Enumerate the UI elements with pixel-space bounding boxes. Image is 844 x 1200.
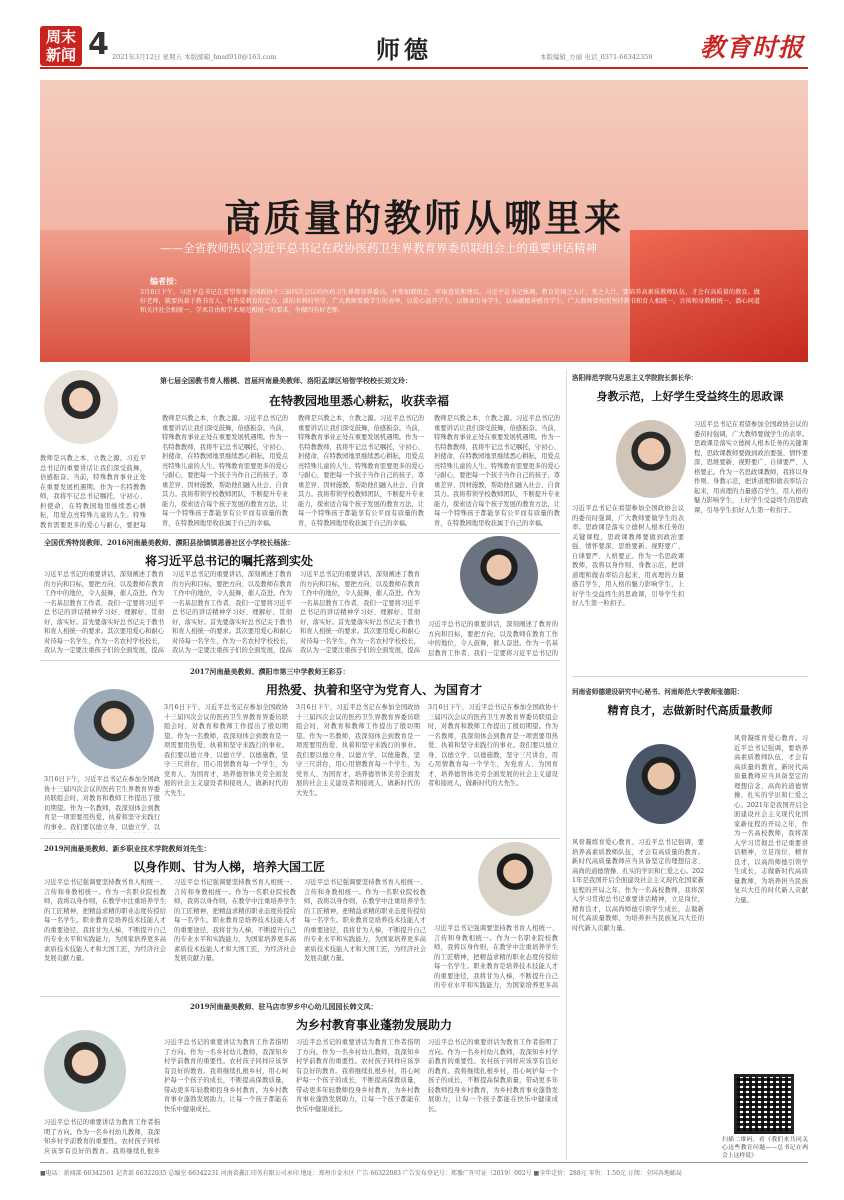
article-body: 习近平总书记强调要坚持教书育人相统一、言传和身教相统一。作为一名职业院校教师，我将以身作则，在教学中注重培养学生的工匠精神，把精益求精的职业态度传授给每一名学生。职业教育是培养技术技能人才的重要途径，我将甘为人梯，不断提升自己的专业水平和实践能力，为国家培养更多高素质技术技能人才和大国工匠，为经济社会发展贡献力量。 <box>44 879 166 962</box>
article-title: 将习近平总书记的嘱托落到实处 <box>144 554 313 568</box>
author-photo <box>460 536 538 614</box>
article-body: 教师是兴教之本、立教之源。习近平总书记的重要讲话让我们深受鼓舞，倍感振奋。当前，特殊教育事业正处在重要发展机遇期。作为一名特教教师，我将牢记总书记嘱托，守初心、担使命，在特教园地里继续悉心耕耘，用爱点亮特殊儿童的人生。特殊教育需要更多的爱心与耐心，要把每一个孩子当作自己的孩子，尊重差异、因材施教，帮助他们融入社会、自食其力。我将带领学校教师团队，不断提升专业能力，探索适合每个孩子发展的教育方法，让每一个特殊孩子都能享有公平而有质量的教育，在特教园地里收获属于自己的幸福。 <box>298 415 424 527</box>
article-intro: 2019河南最美教师、新乡职业技术学院教师刘先生： <box>44 844 211 853</box>
masthead <box>0 0 844 70</box>
article-body: 习近平总书记的重要讲话为教育工作者指明了方向。作为一名乡村幼儿教师，我深知乡村学前教育的重要性。农村孩子同样应该享有良好的教育。我将继续扎根乡村，用心呵护每一个孩子的成长，不断提高保教质量，带动更多年轻教师投身乡村教育，为乡村教育事业蓬勃发展助力，让每一个孩子都能在快乐中健康成长。 <box>296 1039 420 1113</box>
editor-note: 3月6日下午，习近平总书记在看望参加全国政协十三届四次会议的医药卫生界教育界委员，并参加联组会，听取意见和建议。习近平总书记强调，教育是国之大计、党之大计。要培养高素质教师队伍，才会有高质量的教育。做好老师，就要执着于教书育人，有热爱教育的定力、淡泊名利的坚守。广大教师要做学生的表率，以爱心滋养学生，以敬业引导学生，以奉献精神感召学生。广大教师要按照坚持教书和育人相统一、言传和身教相统一、潜心问道和关注社会相统一、学术自由和学术规范相统一的要求，争做四有好老师。 <box>140 289 760 314</box>
divider <box>40 996 560 997</box>
banner-headline: 高质量的教师从哪里来 <box>224 196 624 240</box>
editor-line: 本版编辑_方丽 电话_0371-66342359 <box>540 53 653 61</box>
article <box>40 842 560 992</box>
author-photo <box>74 689 154 769</box>
article-body: 教师是兴教之本、立教之源。习近平总书记的重要讲话让我们深受鼓舞，倍感振奋。当前，特殊教育事业正处在重要发展机遇期。作为一名特教教师，我将牢记总书记嘱托，守初心、担使命，在特教园地里继续悉心耕耘，用爱点亮特殊儿童的人生。特殊教育需要更多的爱心与耐心，要把每一个孩子当作自己的孩子，尊重差异、因材施教，帮助他们融入社会、自食其力。我将带领学校教师团队，不断提升专业能力，探索适合每个孩子发展的教育方法，让每一个特殊孩子都能享有公平而有质量的教育，在特教园地里收获属于自己的幸福。 <box>434 415 560 527</box>
article-intro: 洛阳师范学院马克思主义学院院长郭长华： <box>572 374 698 382</box>
qr-code-icon[interactable] <box>734 1074 794 1134</box>
article <box>40 1000 560 1156</box>
banner <box>40 80 808 362</box>
paper-name: 教育时报 <box>700 33 805 62</box>
article-body: 教师是兴教之本、立教之源。习近平总书记的重要讲话让我们深受鼓舞，倍感振奋。当前，特殊教育事业正处在重要发展机遇期。作为一名特教教师，我将牢记总书记嘱托，守初心、担使命，在特教园地里继续悉心耕耘，用爱点亮特殊儿童的人生。特殊教育需要更多的爱心与耐心，要把每 <box>40 455 146 529</box>
footer-rule <box>40 1162 808 1163</box>
divider <box>40 533 560 534</box>
author-photo <box>44 370 118 444</box>
footer: ■电话：新闻部 66342561 记者部 66322035 总编室 66342231 河南省鑫汇印务有限公司承印 地址：郑州市金水区 广告 66322083 广告发布登记号：郑豫广许可证（2019）002号 ■全年定价：288元 零售：1.50元 订阅：全国各地邮局 <box>40 1170 682 1177</box>
date-line: 2021年3月12日 星期五 本版邮箱_hnsd910@163.com <box>112 53 277 61</box>
article-title: 精育良才，志做新时代高质量教师 <box>607 704 773 717</box>
article <box>40 370 560 530</box>
article-body: 习近平总书记的重要讲话，深刻阐述了教育的方向和目标，要把方向、以及教师在教育工作中的地位，令人鼓舞，催人奋进。作为一名基层教育工作者，我们一定要将习近平总书记的 <box>428 621 558 656</box>
article-title: 以身作则、甘为人梯，培养大国工匠 <box>132 860 325 874</box>
logo: 周末新闻 <box>40 26 82 66</box>
article-body: 3月6日下午，习近平总书记在参加全国政协十三届四次会议的医药卫生界教育界委员联组会时，对教育和教师工作提出了殷切期望。作为一名教师，我深刻体会到教育是一项需要用热爱、执着和坚守来践行的事业。我们要以德立身、以德立学、以德施教，坚守三尺讲台，用心用情教育每一个学生，为党育人、为国育才，培养德智体美劳全面发展的社会主义建设者和接班人，做新时代的大先生。 <box>428 704 558 787</box>
author-photo <box>478 842 552 916</box>
author-photo <box>616 420 686 498</box>
article-intro: 第七届全国教书育人楷模、首届河南最美教师、洛阳孟津区培智学校校长刘文玲： <box>160 376 412 385</box>
article-body: 教师是兴教之本、立教之源。习近平总书记的重要讲话让我们深受鼓舞，倍感振奋。当前，特殊教育事业正处在重要发展机遇期。作为一名特教教师，我将牢记总书记嘱托，守初心、担使命，在特教园地里继续悉心耕耘，用爱点亮特殊儿童的人生。特殊教育需要更多的爱心与耐心，要把每一个孩子当作自己的孩子，尊重差异、因材施教，帮助他们融入社会、自食其力。我将带领学校教师团队，不断提升专业能力，探索适合每个孩子发展的教育方法，让每一个特殊孩子都能享有公平而有质量的教育，在特教园地里收获属于自己的幸福。 <box>162 415 288 527</box>
article-intro: 全国优秀特岗教师、2016河南最美教师、濮阳县徐镇镇恩善社区小学校长杨泳： <box>44 538 295 547</box>
article-body: 习近平总书记的重要讲话为教育工作者指明了方向。作为一名乡村幼儿教师，我深知乡村学前教育的重要性。农村孩子同样应该享有良好的教育。我将继续扎根乡 <box>44 1119 160 1155</box>
article-intro: 2017河南最美教师、濮阳市第三中学教师王彩芬： <box>190 667 350 676</box>
divider <box>572 676 808 677</box>
article-body: 习近平总书记的重要讲话，深刻阐述了教育的方向和目标，要把方向、以及教师在教育工作中的地位，令人鼓舞，催人奋进。作为一名基层教育工作者，我们一定要将习近平总书记的讲话精神学习好、理解好、贯彻好，落实好。首先要落实好总书记关于教书和育人相统一的要求。其次要用爱心和耐心对待每一名学生，作为一名农村学校校长，我认为一定要注重孩子们的全面发展，提高 <box>172 571 292 654</box>
divider <box>40 838 560 839</box>
article-body: 习近平总书记的重要讲话，深刻阐述了教育的方向和目标，要把方向、以及教师在教育工作中的地位，令人鼓舞，催人奋进。作为一名基层教育工作者，我们一定要将习近平总书记的讲话精神学习好、理解好、贯彻好，落实好。首先要落实好总书记关于教书和育人相统一的要求。其次要用爱心和耐心对待每一名学生，作为一名农村学校校长，我认为一定要注重孩子们的全面发展，提高 <box>300 571 420 654</box>
article <box>40 536 560 656</box>
author-photo <box>626 744 696 824</box>
article-body: 3月6日下午，习近平总书记在参加全国政协十三届四次会议的医药卫生界教育界委员联组会时，对教育和教师工作提出了殷切期望。作为一名教师，我深刻体会到教育是一项需要用热爱、执着和坚守来践行的事业。我们要以德立身、以德立学、以德施教，坚守三尺讲台，用心用情教育每一个学生，为党育人、为国育才，培养德智体美劳全面发展的社会主义建设者和接班人，做新时代的大先生。 <box>164 704 288 797</box>
author-photo <box>44 1030 126 1112</box>
article-body: 习近平总书记在看望参加全国政协会议的委员时强调，广大教师要做学生的表率。思政课是落实立德树人根本任务的关键课程，思政课教师要做到政治要强、情怀要深、思维要新、视野要广、自律要严、人格要正。作为一名思政课教师，我将以身作则、身教示范，把讲道理和做表率结合起来，用真理的力量感召学生，用人格的魅力影响学生，上好学生受益终生的思政课，引导学生扣好人生第一粒扣子。 <box>572 505 684 607</box>
article <box>572 684 808 1160</box>
article-title: 为乡村教育事业蓬勃发展助力 <box>295 1018 452 1032</box>
article-title: 在特教园地里悉心耕耘，收获幸福 <box>268 394 449 408</box>
article-intro: 2019河南最美教师、驻马店市罗乡中心幼儿园园长韩文凤： <box>190 1002 378 1011</box>
article <box>572 370 808 670</box>
article <box>40 663 560 833</box>
article-body: 习近平总书记的重要讲话为教育工作者指明了方向。作为一名乡村幼儿教师，我深知乡村学前教育的重要性。农村孩子同样应该享有良好的教育。我将继续扎根乡村，用心呵护每一个孩子的成长，不断提高保教质量，带动更多年轻教师投身乡村教育，为乡村教育事业蓬勃发展助力，让每一个孩子都能在快乐中健康成长。 <box>164 1039 288 1113</box>
article-body: 习近平总书记在看望参加全国政协会议的委员时强调，广大教师要做学生的表率。思政课是落实立德树人根本任务的关键课程，思政课教师要做到政治要强、情怀要深、思维要新、视野要广、自律要严、人格要正。作为一名思政课教师，我将以身作则、身教示范，把讲道理和做表率结合起来，用真理的力量感召学生，用人格的魅力影响学生，上好学生受益终生的思政课，引导学生扣好人生第一粒扣子。 <box>694 421 808 514</box>
article-body: 3月6日下午，习近平总书记在参加全国政协十三届四次会议的医药卫生界教育界委员联组会时，对教育和教师工作提出了殷切期望。作为一名教师，我深刻体会到教育是一项需要用热爱、执着和坚守来践行的事业。我们要以德立身、以德立学、以 <box>44 776 160 831</box>
article-intro: 河南省师德建设研究中心秘书、河南师范大学教师张德阳： <box>572 688 744 696</box>
article-body: 风骨凝练育爱心教育。习近平总书记强调，要培养高素质教师队伍，才会有高质量的教育。新时代高质量教师应当具备坚定的理想信念、高尚的道德情操、扎实的学识和仁爱之心。2021年是我国开启全面建设社会主义现代化国家新征程的开局之年，作为一名高校教师，我将深入学习贯彻总书记重要讲话精神，立足岗位，精育良才，以高尚师德引领学生成长，志做新时代高质量教师，为培养担当民族复兴大任的时代新人贡献力量。 <box>734 735 808 904</box>
qr-caption: 扫描二维码，看《我们来共同关心这些教育问题——总书记在两会上这样说》 <box>722 1137 808 1159</box>
article-body: 习近平总书记强调要坚持教书育人相统一、言传和身教相统一。作为一名职业院校教师，我将以身作则，在教学中注重培养学生的工匠精神，把精益求精的职业态度传授给每一名学生。职业教育是培养技术技能人才的重要途径，我将甘为人梯，不断提升自己的专业水平和实践能力，为国家培养更多高素质技术技能人才和大国工匠，为经济社会发展贡献力量。 <box>304 879 426 962</box>
article-body: 习近平总书记强调要坚持教书育人相统一、言传和身教相统一。作为一名职业院校教师，我将以身作则，在教学中注重培养学生的工匠精神，把精益求精的职业态度传授给每一名学生。职业教育是培养技术技能人才的重要途径，我将甘为人梯，不断提升自己的专业水平和实践能力，为国家培养更多高素质技术技能人才和大国工匠，为经济社会发展贡献力量。 <box>174 879 296 962</box>
masthead-rule <box>40 67 808 69</box>
editor-note-label: 编者按： <box>150 276 182 286</box>
article-body: 习近平总书记的重要讲话为教育工作者指明了方向。作为一名乡村幼儿教师，我深知乡村学前教育的重要性。农村孩子同样应该享有良好的教育。我将继续扎根乡村，用心呵护每一个孩子的成长，不断提高保教质量，带动更多年轻教师投身乡村教育，为乡村教育事业蓬勃发展助力，让每一个孩子都能在快乐中健康成长。 <box>428 1039 558 1113</box>
article-title: 身教示范，上好学生受益终生的思政课 <box>596 390 784 403</box>
article-body: 习近平总书记的重要讲话，深刻阐述了教育的方向和目标，要把方向、以及教师在教育工作中的地位，令人鼓舞，催人奋进。作为一名基层教育工作者，我们一定要将习近平总书记的讲话精神学习好、理解好、贯彻好，落实好。首先要落实好总书记关于教书和育人相统一的要求。其次要用爱心和耐心对待每一名学生，作为一名农村学校校长，我认为一定要注重孩子们的全面发展，提高 <box>44 571 164 654</box>
banner-subheadline: ——全省教师热议习近平总书记在政协医药卫生界教育界委员联组会上的重要讲话精神 <box>160 241 597 255</box>
divider <box>40 660 560 661</box>
article-body: 3月6日下午，习近平总书记在参加全国政协十三届四次会议的医药卫生界教育界委员联组会时，对教育和教师工作提出了殷切期望。作为一名教师，我深刻体会到教育是一项需要用热爱、执着和坚守来践行的事业。我们要以德立身、以德立学、以德施教，坚守三尺讲台，用心用情教育每一个学生，为党育人、为国育才，培养德智体美劳全面发展的社会主义建设者和接班人，做新时代的大先生。 <box>296 704 420 797</box>
article-body: 习近平总书记强调要坚持教书育人相统一、言传和身教相统一。作为一名职业院校教师，我将以身作则，在教学中注重培养学生的工匠精神，把精益求精的职业态度传授给每一名学生。职业教育是培养技术技能人才的重要途径，我将甘为人梯，不断提升自己的专业水平和实践能力，为国家培养更多高 <box>434 925 558 989</box>
column-separator <box>566 370 567 1160</box>
article-body: 风骨凝练育爱心教育。习近平总书记强调，要培养高素质教师队伍，才会有高质量的教育。新时代高质量教师应当具备坚定的理想信念、高尚的道德情操、扎实的学识和仁爱之心。2021年是我国开启全面建设社会主义现代化国家新征程的开局之年，作为一名高校教师，我将深入学习贯彻总书记重要讲话精神，立足岗位，精育良才，以高尚师德引领学生成长，志做新时代高质量教师，为培养担当民族复兴大任的时代新人贡献力量。 <box>572 839 704 932</box>
page-number: 4 <box>88 27 109 62</box>
section-title: 师德 <box>376 35 432 64</box>
article-title: 用热爱、执着和坚守为党育人、为国育才 <box>265 683 482 697</box>
